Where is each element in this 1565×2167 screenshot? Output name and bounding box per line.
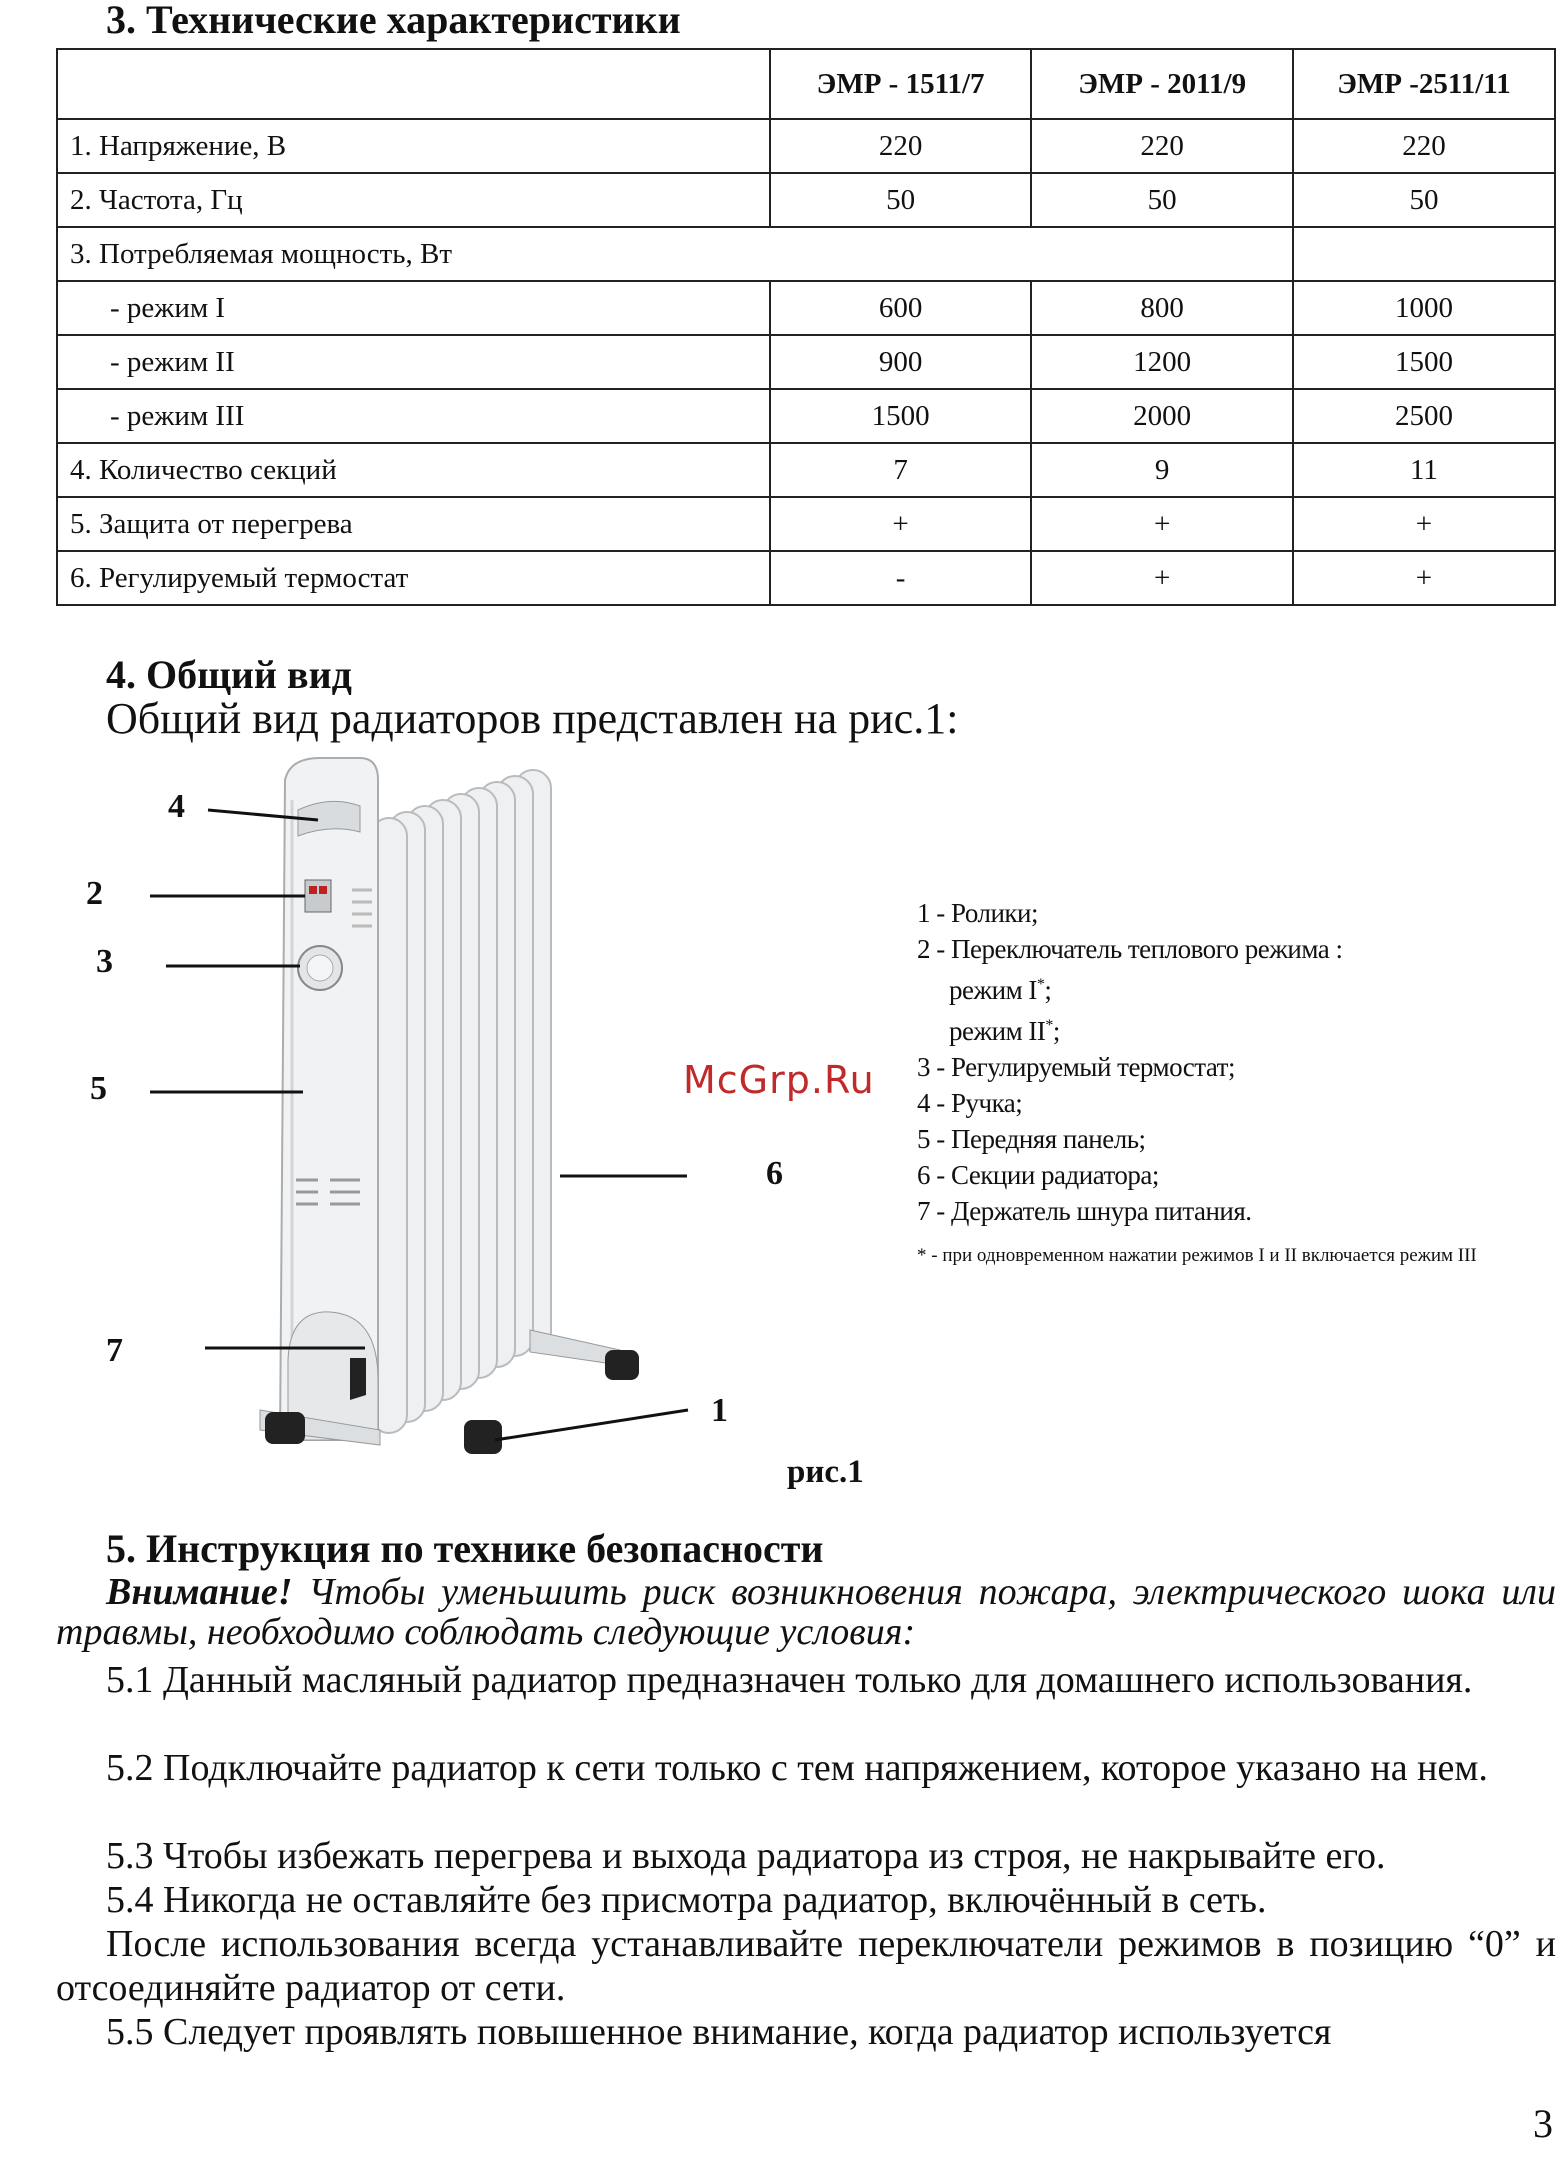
cell: + — [1031, 497, 1293, 551]
table-row — [57, 281, 1555, 335]
section-5-title: 5. Инструкция по технике безопасности — [106, 1526, 824, 1571]
legend-footnote: * - при одновременном нажатии режимов I и II включается режим III — [917, 1245, 1477, 1266]
figure-caption: рис.1 — [787, 1454, 864, 1490]
figure-label-1: 1 — [711, 1392, 728, 1429]
rule-5-2: 5.2 Подключайте радиатор к сети только с тем напряжением, которое указано на нем. — [106, 1747, 1488, 1789]
col-header: ЭМР - 1511/7 — [770, 49, 1032, 119]
cell — [1293, 227, 1555, 281]
radiator-illustration — [60, 740, 700, 1470]
table-row — [57, 173, 1555, 227]
legend-item: 5 - Передняя панель; — [917, 1124, 1146, 1154]
legend-item: 7 - Держатель шнура питания. — [917, 1196, 1252, 1226]
table-row — [57, 119, 1555, 173]
row-label: 4. Количество секций — [57, 443, 770, 497]
figure-label-5: 5 — [90, 1070, 107, 1107]
row-label: - режим III — [57, 389, 770, 443]
legend-mode-1: режим I — [949, 975, 1037, 1005]
rule-5-4: 5.4 Никогда не оставляйте без присмотра радиатор, включённый в сеть. — [106, 1879, 1267, 1921]
row-label: - режим II — [57, 335, 770, 389]
legend-item: 1 - Ролики; — [917, 898, 1038, 928]
row-label: 2. Частота, Гц — [57, 173, 770, 227]
section-4-title: 4. Общий вид — [106, 652, 352, 697]
cell: 800 — [1031, 281, 1293, 335]
cell: 50 — [1293, 173, 1555, 227]
cell: 220 — [1293, 119, 1555, 173]
figure-label-3: 3 — [96, 943, 113, 980]
table-row — [57, 227, 1555, 281]
row-label: 6. Регулируемый термостат — [57, 551, 770, 605]
cell: 220 — [770, 119, 1032, 173]
figure-legend — [917, 895, 1343, 1229]
cell: 600 — [770, 281, 1032, 335]
section-4-subtitle: Общий вид радиаторов представлен на рис.1: — [106, 694, 959, 743]
cell: 900 — [770, 335, 1032, 389]
figure-label-7: 7 — [106, 1332, 123, 1369]
table-header-row — [57, 49, 1555, 119]
cell: + — [1031, 551, 1293, 605]
cell: 2500 — [1293, 389, 1555, 443]
table-row — [57, 497, 1555, 551]
row-label: 5. Защита от перегрева — [57, 497, 770, 551]
rule-5-5: 5.5 Следует проявлять повышенное внимание, когда радиатор используется — [106, 2011, 1332, 2053]
cell: - — [770, 551, 1032, 605]
cell: 50 — [770, 173, 1032, 227]
cell: 1000 — [1293, 281, 1555, 335]
cell: + — [770, 497, 1032, 551]
rule-5-1: 5.1 Данный масляный радиатор предназначен только для домашнего использования. — [106, 1659, 1473, 1701]
cell: 50 — [1031, 173, 1293, 227]
legend-item: режим II*; — [949, 1016, 1060, 1046]
table-row — [57, 335, 1555, 389]
row-label: 3. Потребляемая мощность, Вт — [57, 227, 1293, 281]
warning-text: Чтобы уменьшить риск возникновения пожара, электрического шока или травмы, необходимо соблюдать следующие условия: — [56, 1571, 1556, 1653]
warning-paragraph — [56, 1572, 1556, 1652]
rule-5-3: 5.3 Чтобы избежать перегрева и выхода радиатора из строя, не накрывайте его. — [106, 1835, 1386, 1877]
legend-item: 6 - Секции радиатора; — [917, 1160, 1159, 1190]
legend-item: режим I*; — [949, 975, 1052, 1005]
section-3-title: 3. Технические характеристики — [106, 0, 681, 42]
table-row — [57, 389, 1555, 443]
cell: 2000 — [1031, 389, 1293, 443]
cell: 7 — [770, 443, 1032, 497]
figure-label-2: 2 — [86, 875, 103, 912]
cell: 1500 — [1293, 335, 1555, 389]
legend-item: 2 - Переключатель теплового режима : — [917, 934, 1343, 964]
warning-label: Внимание! — [106, 1571, 293, 1613]
col-header: ЭМР - 2011/9 — [1031, 49, 1293, 119]
rule-after-use: После использования всегда устанавливайте переключатели режимов в позицию “0” и отсоединяйте радиатор от сети. — [56, 1923, 1556, 2009]
table-row — [57, 551, 1555, 605]
cell: 9 — [1031, 443, 1293, 497]
cell: + — [1293, 551, 1555, 605]
row-label: - режим I — [57, 281, 770, 335]
legend-item: 4 - Ручка; — [917, 1088, 1023, 1118]
row-label: 1. Напряжение, В — [57, 119, 770, 173]
col-header: ЭМР -2511/11 — [1293, 49, 1555, 119]
cell: 1200 — [1031, 335, 1293, 389]
cell: 11 — [1293, 443, 1555, 497]
cell: 220 — [1031, 119, 1293, 173]
cell: 1500 — [770, 389, 1032, 443]
page-number: 3 — [1533, 2101, 1553, 2146]
legend-mode-2: режим II — [949, 1016, 1046, 1046]
cell: + — [1293, 497, 1555, 551]
figure-label-4: 4 — [168, 788, 185, 825]
table-row — [57, 443, 1555, 497]
spec-table — [56, 48, 1556, 606]
legend-item: 3 - Регулируемый термостат; — [917, 1052, 1235, 1082]
watermark: McGrp.Ru — [683, 1058, 875, 1102]
figure-label-6: 6 — [766, 1155, 783, 1192]
header-empty — [57, 49, 770, 119]
